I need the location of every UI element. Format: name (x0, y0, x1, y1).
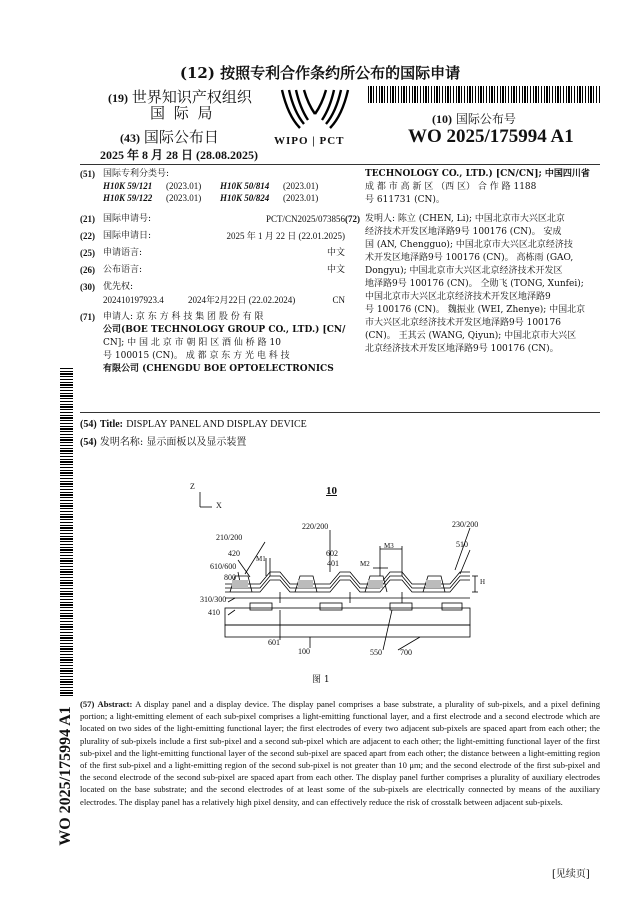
field-value: 中文 (326, 265, 345, 275)
abstract (80, 698, 600, 808)
org-code: (19) (108, 91, 128, 105)
label-550: 550 (370, 648, 382, 657)
field-label: 国际申请号: (103, 214, 152, 224)
label-610: 610/600 (210, 562, 237, 571)
field-25 (80, 247, 345, 264)
ipc-row (80, 192, 345, 204)
right-column (345, 168, 603, 207)
title-en: DISPLAY PANEL AND DISPLAY DEVICE (126, 419, 307, 430)
wipo-logo (274, 86, 352, 148)
applicant-line: 成 都 市 高 新 区 （西 区） 合 作 路 1188 (365, 182, 537, 192)
label-220: 220/200 (302, 522, 329, 531)
title-en-label: Title: (99, 419, 124, 430)
title-en-row (80, 418, 307, 432)
label-310: 310/300 (200, 595, 227, 604)
pub-no-label-row (432, 110, 516, 127)
field-26 (80, 264, 345, 281)
ipc-code: H10K 50/814 (220, 181, 270, 191)
pub-date-value: 2025 年 8 月 28 日 (28.08.2025) (100, 148, 258, 162)
ipc-code: H10K 50/824 (220, 193, 270, 203)
figure-ref: 10 (326, 485, 337, 497)
applicant-line: 号 100015 (CN)。 成 都 京 东 方 光 电 科 技 (103, 351, 290, 361)
field-72 (345, 213, 603, 356)
field-code: (51) (80, 169, 95, 179)
field-label: 国际专利分类号: (103, 169, 170, 179)
field-22 (80, 230, 345, 247)
field-label: 申请语言: (103, 248, 143, 258)
pub-date-label: 国际公布日 (143, 128, 219, 146)
field-code: (54) (80, 437, 97, 448)
label-700: 700 (400, 648, 412, 657)
field-code: (30) (80, 282, 95, 292)
figure-1 (180, 480, 510, 670)
applicant-line: 有限公司 (CHENGDU BOE OPTOELECTRONICS (103, 364, 334, 374)
label-800: 800 (224, 573, 236, 582)
label-h: H (480, 578, 486, 586)
abstract-text: A display panel and a display device. The display panel comprises a base substrate, a plurality of sub-pixels, and a pixel defining portion; a light-emitting element of each sub-pixel comprises a light-emitting functional layer, and a first electrode and a second electrode which are located on two sides of the light-emitting functional layer; the first electrodes of every two adjacent sub-pixels are spaced apart from each other; the plurality of sub-pixels include a first sub-pixel and a second sub-pixel which are adjacent to each other; the light-emitting functional layer of the first sub-pixel and the light-emitting functional layer of the second sub-pixel are spaced apart from each other; the distance between a light-emitting region of the first sub-pixel and a light-emitting region of the second sub-pixel is not greater than 10 μm; and the second electrode of the first sub-pixel and the second electrode of the second sub-pixel are spaced apart from each other. The display panel further comprises a plurality of auxiliary electrodes located on the base substrate; and the second electrodes of at least some of the sub-pixels are electrically connected by means of the auxiliary electrodes. The display panel has a relatively high pixel density, and can effectively reduce the risk of crosstalk between adjacent sub-pixels. (80, 699, 600, 807)
ipc-code: H10K 59/122 (103, 193, 153, 203)
inventor-line: 国 (AN, Chengguo); 中国北京市大兴区北京经济技 (365, 240, 573, 250)
field-label: 优先权: (103, 282, 134, 292)
applicant-line: TECHNOLOGY CO., LTD.) [CN/CN]; 中国四川省 (365, 169, 590, 179)
inventor-line: 发明人: 陈立 (CHEN, Li); 中国北京市大兴区北京 (365, 214, 565, 224)
pub-no-label: 国际公布号 (455, 112, 516, 126)
inventor-line: 北京经济技术开发区地泽路9号 100176 (CN)。 (365, 344, 559, 354)
applicant-continued (365, 168, 603, 207)
field-21 (80, 213, 345, 230)
field-label: 公布语言: (103, 265, 143, 275)
inventor-line: 中国北京市大兴区北京经济技术开发区地泽路9 (365, 292, 551, 302)
applicant-text (103, 311, 345, 376)
mid-rule (80, 412, 600, 413)
label-510: 510 (456, 540, 468, 549)
title-zh-row (80, 436, 246, 450)
figure-caption: 图 1 (312, 675, 330, 685)
label-420: 420 (228, 549, 240, 558)
org-sub: 国 际 局 (150, 104, 215, 122)
title-zh-label: 发明名称: (99, 437, 144, 448)
pub-no-value: WO 2025/175994 A1 (408, 126, 574, 147)
field-code: (26) (80, 265, 95, 275)
label-230: 230/200 (452, 520, 479, 529)
pub-no-code: (10) (432, 112, 452, 126)
applicant-line: 申请人: 京 东 方 科 技 集 团 股 份 有 限 (103, 312, 264, 322)
inventor-line: 地泽路9号 100176 (CN)。 仝勋飞 (TONG, Xunfei); (365, 279, 584, 289)
priority-date: 2024年2月22日 (22.02.2024) (188, 295, 296, 305)
org-name: 世界知识产权组织 (131, 88, 252, 106)
header-rule (80, 164, 600, 165)
label-601: 601 (268, 638, 280, 647)
field-code: (54) (80, 419, 97, 430)
ipc-ver: (2023.01) (283, 193, 319, 203)
continued-note: [见续页] (552, 869, 590, 880)
ipc-row (80, 180, 345, 192)
field-value: 中文 (326, 248, 345, 258)
priority-row (80, 294, 345, 311)
field-label: 国际申请日: (103, 231, 152, 241)
field-code: (25) (80, 248, 95, 258)
barcode-top (368, 86, 600, 103)
ipc-code: H10K 59/121 (103, 181, 153, 191)
document-title: (12) 按照专利合作条约所公布的国际申请 (179, 64, 461, 82)
barcode-side (60, 368, 73, 696)
axis-x-label: X (216, 501, 222, 510)
priority-country: CN (332, 295, 345, 305)
wipo-pct-text: WIPO | PCT (274, 135, 345, 147)
applicant-line: CN]; 中 国 北 京 市 朝 阳 区 酒 仙 桥 路 10 (103, 338, 281, 348)
inventor-line: 经济技术开发区地泽路9号 100176 (CN)。 安成 (365, 227, 562, 237)
label-m2: M2 (360, 560, 370, 568)
field-30 (80, 281, 345, 294)
ipc-ver: (2023.01) (166, 193, 202, 203)
field-code: (22) (80, 231, 95, 241)
inventors-text (365, 213, 603, 356)
side-publication-number: WO 2025/175994 A1 (57, 706, 74, 846)
left-column-fields (80, 213, 345, 376)
axis-z-label: Z (190, 482, 195, 491)
field-value: 2025 年 1 月 22 日 (22.01.2025) (226, 231, 345, 241)
abstract-label: Abstract: (97, 699, 133, 709)
label-100: 100 (298, 647, 310, 656)
left-column (80, 168, 345, 204)
applicant-line: 公司(BOE TECHNOLOGY GROUP CO., LTD.) [CN/ (103, 325, 346, 335)
field-value: PCT/CN2025/073856 (265, 214, 345, 224)
pub-date-code: (43) (120, 131, 140, 145)
inventor-line: 术开发区地泽路9号 100176 (CN)。 高栋雨 (GAO, (365, 253, 574, 263)
field-code: (71) (80, 312, 95, 322)
label-m1: M1 (256, 555, 266, 563)
inventor-line: 号 100176 (CN)。 魏振业 (WEI, Zhenye); 中国北京 (365, 305, 586, 315)
label-210: 210/200 (216, 533, 243, 542)
field-code: (72) (345, 214, 360, 224)
ipc-ver: (2023.01) (166, 181, 202, 191)
label-401: 401 (327, 559, 339, 568)
inventor-line: (CN)。 王其云 (WANG, Qiyun); 中国北京市大兴区 (365, 331, 577, 341)
ipc-ver: (2023.01) (283, 181, 319, 191)
inventor-line: Dongyu); 中国北京市大兴区北京经济技术开发区 (365, 266, 563, 276)
label-410: 410 (208, 608, 220, 617)
inventor-line: 市大兴区北京经济技术开发区地泽路9号 100176 (365, 318, 561, 328)
pub-date-label-row (120, 126, 219, 147)
priority-number: 202410197923.4 (103, 295, 164, 305)
field-code: (21) (80, 214, 95, 224)
abstract-code: (57) (80, 699, 95, 709)
title-zh: 显示面板以及显示装置 (146, 437, 247, 448)
field-51 (80, 168, 345, 180)
field-71 (80, 311, 345, 376)
applicant-line: 号 611731 (CN)。 (365, 195, 445, 205)
label-m3: M3 (384, 542, 394, 550)
label-602: 602 (326, 549, 338, 558)
